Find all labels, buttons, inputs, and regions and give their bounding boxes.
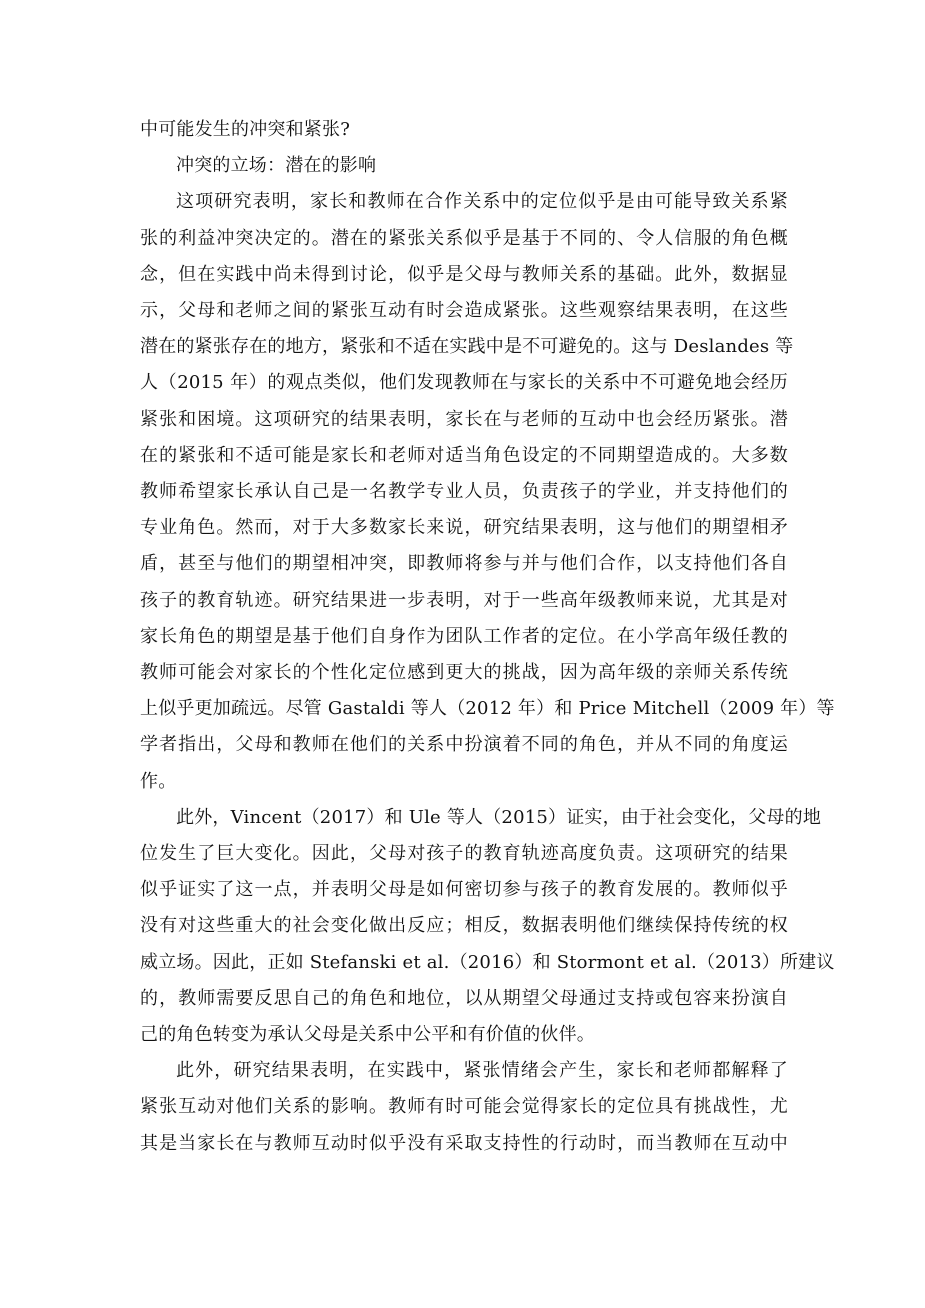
paragraph-line: 紧张和困境。这项研究的结果表明，家长在与老师的互动中也会经历紧张。潜 bbox=[140, 408, 788, 430]
paragraph-line: 孩子的教育轨迹。研究结果进一步表明，对于一些高年级教师来说，尤其是对 bbox=[140, 589, 788, 611]
paragraph-line: 威立场。因此，正如 Stefanski et al.（2016）和 Stormont et al.（2013）所建议 bbox=[140, 951, 835, 973]
paragraph-line: 己的角色转变为承认父母是关系中公平和有价值的伙伴。 bbox=[140, 1024, 595, 1046]
paragraph-line: 在的紧张和不适可能是家长和老师对适当角色设定的不同期望造成的。大多数 bbox=[140, 444, 788, 466]
document-body bbox=[140, 112, 835, 1162]
paragraph-line: 此外，Vincent（2017）和 Ule 等人（2015）证实，由于社会变化，父母的地 bbox=[176, 806, 822, 828]
paragraph-line: 教师可能会对家长的个性化定位感到更大的挑战，因为高年级的亲师关系传统 bbox=[140, 662, 788, 684]
section-heading: 冲突的立场：潜在的影响 bbox=[176, 155, 377, 177]
paragraph-line: 位发生了巨大变化。因此，父母对孩子的教育轨迹高度负责。这项研究的结果 bbox=[140, 843, 788, 865]
paragraph-line: 的，教师需要反思自己的角色和地位，以从期望父母通过支持或包容来扮演自 bbox=[140, 987, 788, 1009]
paragraph-line: 作。 bbox=[140, 770, 177, 792]
paragraph-line: 潜在的紧张存在的地方，紧张和不适在实践中是不可避免的。这与 Deslandes 等 bbox=[140, 336, 794, 358]
paragraph-line: 张的利益冲突决定的。潜在的紧张关系似乎是基于不同的、令人信服的角色概 bbox=[140, 227, 788, 249]
paragraph-line: 没有对这些重大的社会变化做出反应；相反，数据表明他们继续保持传统的权 bbox=[140, 915, 788, 937]
paragraph-line: 专业角色。然而，对于大多数家长来说，研究结果表明，这与他们的期望相矛 bbox=[140, 517, 788, 539]
paragraph-line: 学者指出，父母和教师在他们的关系中扮演着不同的角色，并从不同的角度运 bbox=[140, 734, 788, 756]
paragraph-line: 此外，研究结果表明，在实践中，紧张情绪会产生，家长和老师都解释了 bbox=[176, 1060, 788, 1082]
paragraph-line: 这项研究表明，家长和教师在合作关系中的定位似乎是由可能导致关系紧 bbox=[176, 191, 788, 213]
paragraph-line: 念，但在实践中尚未得到讨论，似乎是父母与教师关系的基础。此外，数据显 bbox=[140, 263, 788, 285]
paragraph-line: 教师希望家长承认自己是一名教学专业人员，负责孩子的学业，并支持他们的 bbox=[140, 481, 788, 503]
text-line: 中可能发生的冲突和紧张? bbox=[140, 119, 351, 140]
paragraph-line: 其是当家长在与教师互动时似乎没有采取支持性的行动时，而当教师在互动中 bbox=[140, 1132, 788, 1154]
paragraph-line: 家长角色的期望是基于他们自身作为团队工作者的定位。在小学高年级任教的 bbox=[140, 625, 788, 647]
paragraph-line: 似乎证实了这一点，并表明父母是如何密切参与孩子的教育发展的。教师似乎 bbox=[140, 879, 788, 901]
paragraph-line: 示，父母和老师之间的紧张互动有时会造成紧张。这些观察结果表明，在这些 bbox=[140, 300, 788, 322]
paragraph-line: 紧张互动对他们关系的影响。教师有时可能会觉得家长的定位具有挑战性，尤 bbox=[140, 1096, 788, 1118]
paragraph-line: 上似乎更加疏远。尽管 Gastaldi 等人（2012 年）和 Price Mitchell（2009 年）等 bbox=[140, 698, 835, 720]
paragraph-line: 盾，甚至与他们的期望相冲突，即教师将参与并与他们合作，以支持他们各自 bbox=[140, 553, 788, 575]
paragraph-line: 人（2015 年）的观点类似，他们发现教师在与家长的关系中不可避免地会经历 bbox=[140, 372, 788, 394]
